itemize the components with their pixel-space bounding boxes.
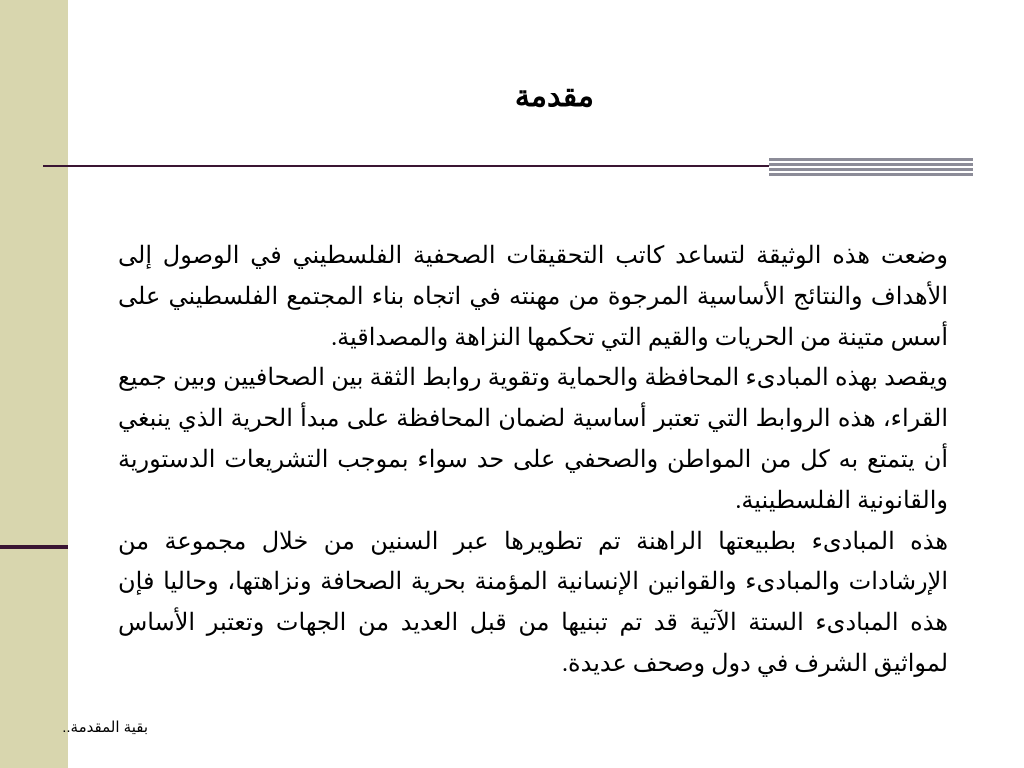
left-decorative-band (0, 0, 68, 768)
body-paragraph: هذه المبادىء بطبيعتها الراهنة تم تطويرها عبر السنين من خلال مجموعة من الإرشادات والمبادىء والقوانين الإنسانية المؤمنة بحرية الصحافة ونزاهتها، وحاليا فإن هذه المبادىء الستة الآتية قد تم تبنيها من قبل العديد من الجهات وتعتبر الأساس لمواثيق الشرف في دول وصحف عديدة. (118, 528, 949, 677)
body-paragraph: وضعت هذه الوثيقة لتساعد كاتب التحقيقات الصحفية الفلسطيني في الوصول إلى الأهداف والنتائج الأساسية المرجوة من مهنته في اتجاه بناء المجتمع الفلسطيني على أسس متينة من الحريات والقيم التي تحكمها النزاهة والمصداقية. (118, 243, 948, 351)
slide-title: مقدمة (514, 80, 594, 113)
title-rule-accent-bar (769, 158, 973, 178)
body-paragraph: ويقصد بهذه المبادىء المحافظة والحماية وتقوية روابط الثقة بين الصحافيين وبين جميع القراء، هذه الروابط التي تعتبر أساسية لضمان المحافظة على مبدأ الحرية الذي ينبغي أن يتمتع به كل من المواطن والصحفي على حد سواء بموجب التشريعات الدستورية والقانونية الفلسطينية. (118, 365, 948, 514)
continued-note: بقية المقدمة.. (62, 719, 148, 736)
left-band-divider (0, 545, 68, 549)
slide-body-text (118, 236, 948, 685)
